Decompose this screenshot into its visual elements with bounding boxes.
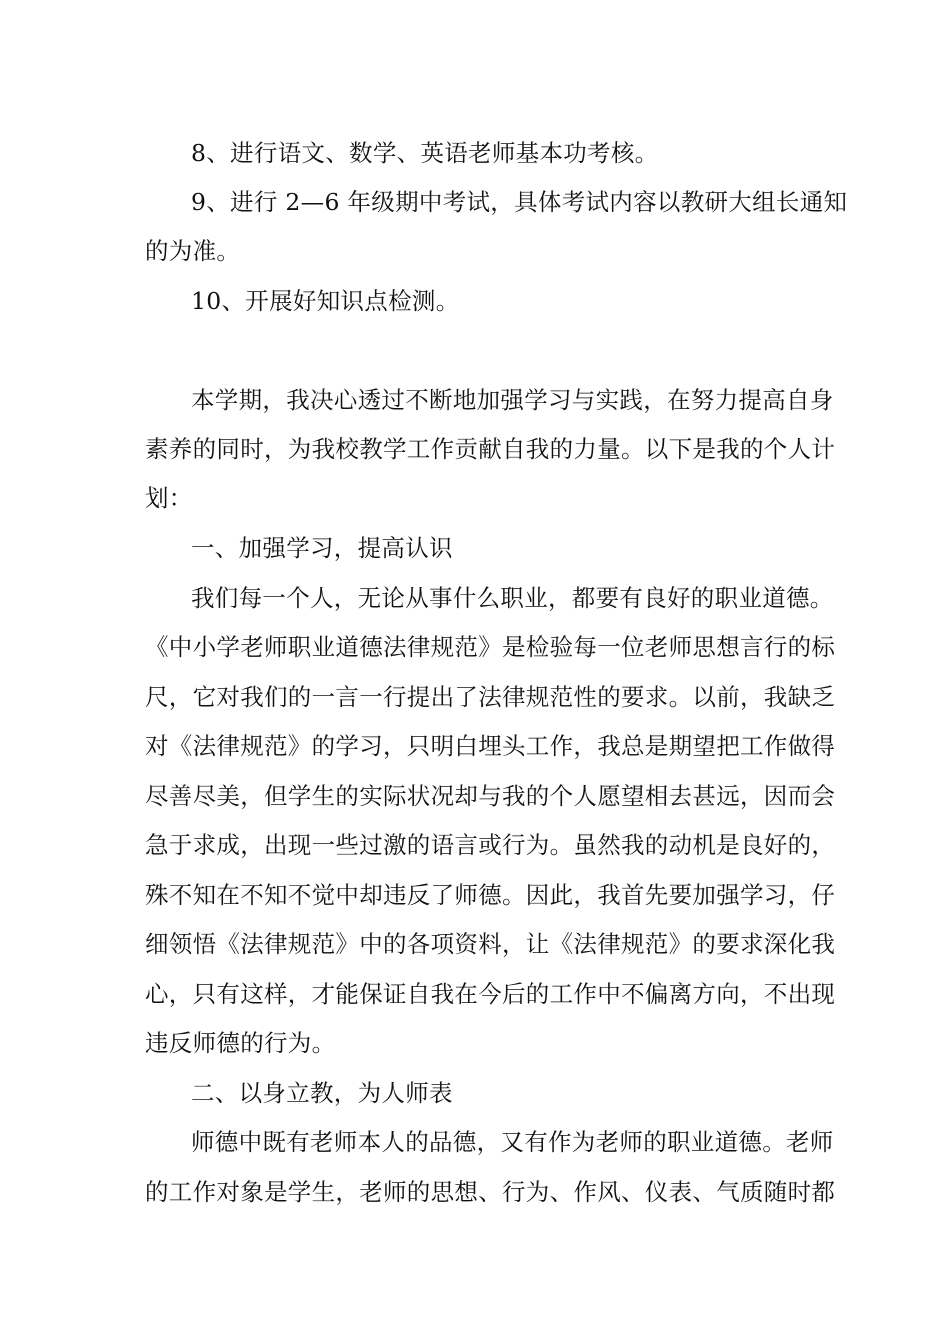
text-line: 的工作对象是学生，老师的思想、行为、作风、仪表、气质随时都 xyxy=(145,1178,836,1206)
text-line: 我们每一个人，无论从事什么职业，都要有良好的职业道德。 xyxy=(191,584,834,612)
text-line: 尺，它对我们的一言一行提出了法律规范性的要求。以前，我缺乏 xyxy=(145,683,836,711)
text-line: 8、进行语文、数学、英语老师基本功考核。 xyxy=(191,139,659,167)
text-line: 的为准。 xyxy=(145,237,241,265)
section-heading: 二、以身立教，为人师表 xyxy=(191,1079,453,1107)
text-line: 急于求成，出现一些过激的语言或行为。虽然我的动机是良好的， xyxy=(145,831,836,859)
text-line: 划： xyxy=(145,484,193,512)
text-line: 本学期，我决心透过不断地加强学习与实践，在努力提高自身 xyxy=(191,386,834,414)
text-line: 心，只有这样，才能保证自我在今后的工作中不偏离方向，不出现 xyxy=(145,980,836,1008)
text-line: 殊不知在不知不觉中却违反了师德。因此，我首先要加强学习，仔 xyxy=(145,881,836,909)
text-line: 《中小学老师职业道德法律规范》是检验每一位老师思想言行的标 xyxy=(145,633,836,661)
text-line: 对《法律规范》的学习，只明白埋头工作，我总是期望把工作做得 xyxy=(145,732,836,760)
text-line: 素养的同时，为我校教学工作贡献自我的力量。以下是我的个人计 xyxy=(145,435,836,463)
text-line: 细领悟《法律规范》中的各项资料，让《法律规范》的要求深化我 xyxy=(145,930,836,958)
text-line: 尽善尽美，但学生的实际状况却与我的个人愿望相去甚远，因而会 xyxy=(145,782,836,810)
text-line: 师德中既有老师本人的品德，又有作为老师的职业道德。老师 xyxy=(191,1128,834,1156)
text-line: 10、开展好知识点检测。 xyxy=(191,287,460,315)
text-line: 9、进行 2—6 年级期中考试，具体考试内容以教研大组长通知 xyxy=(191,188,848,216)
text-line: 违反师德的行为。 xyxy=(145,1029,336,1057)
section-heading: 一、加强学习，提高认识 xyxy=(191,534,453,562)
